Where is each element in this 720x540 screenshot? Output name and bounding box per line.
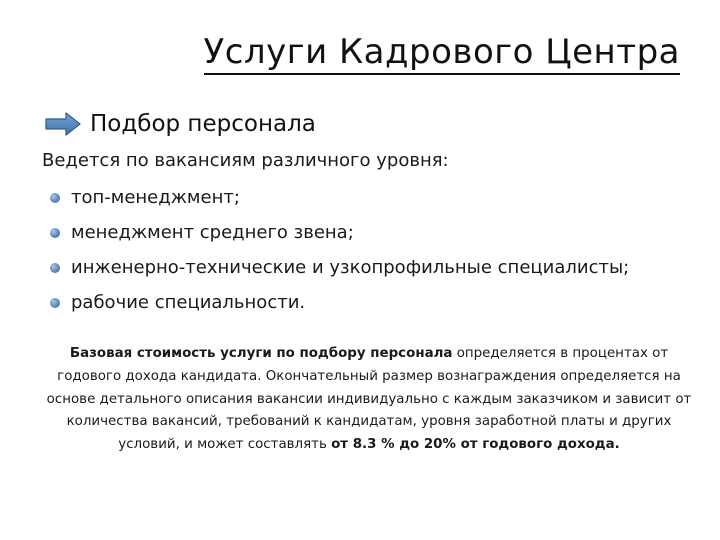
- list-item-text: менеджмент среднего звена;: [71, 222, 354, 243]
- bullet-dot-icon: [50, 263, 60, 273]
- slide-title: [0, 32, 680, 72]
- list-item: [50, 285, 629, 320]
- list-item-text: инженерно-технические и узкопрофильные специалисты;: [71, 257, 630, 278]
- section-heading: [44, 104, 316, 144]
- bullet-dot-icon: [50, 228, 60, 238]
- bullet-dot-icon: [50, 298, 60, 308]
- bullet-dot-icon: [50, 193, 60, 203]
- list-item-text: рабочие специальности.: [71, 292, 306, 313]
- slide-title-text: Услуги Кадрового Центра: [204, 32, 680, 75]
- list-item: [50, 250, 629, 285]
- intro-text: Ведется по вакансиям различного уровня:: [42, 150, 449, 171]
- list-item: [50, 180, 629, 215]
- list-item: [50, 215, 629, 250]
- vacancy-level-list: [50, 180, 629, 320]
- pricing-range: от 8.3 % до 20% от годового дохода.: [331, 437, 620, 453]
- pricing-lead: Базовая стоимость услуги по подбору персонала: [69, 346, 453, 361]
- arrow-right-icon: [44, 112, 82, 136]
- list-item-text: топ-менеджмент;: [71, 187, 240, 208]
- pricing-paragraph: [44, 343, 694, 457]
- section-label: Подбор персонала: [90, 111, 316, 137]
- pricing-body: определяется в процентах от годового дохода кандидата. Окончательный размер вознаграждения определяется на основе детального описания вакансии индивидуально с каждым заказчиком и зависит от количества вакансий, требований к кандидатам, уровня заработной платы и других условий, и может составлять: [46, 346, 692, 453]
